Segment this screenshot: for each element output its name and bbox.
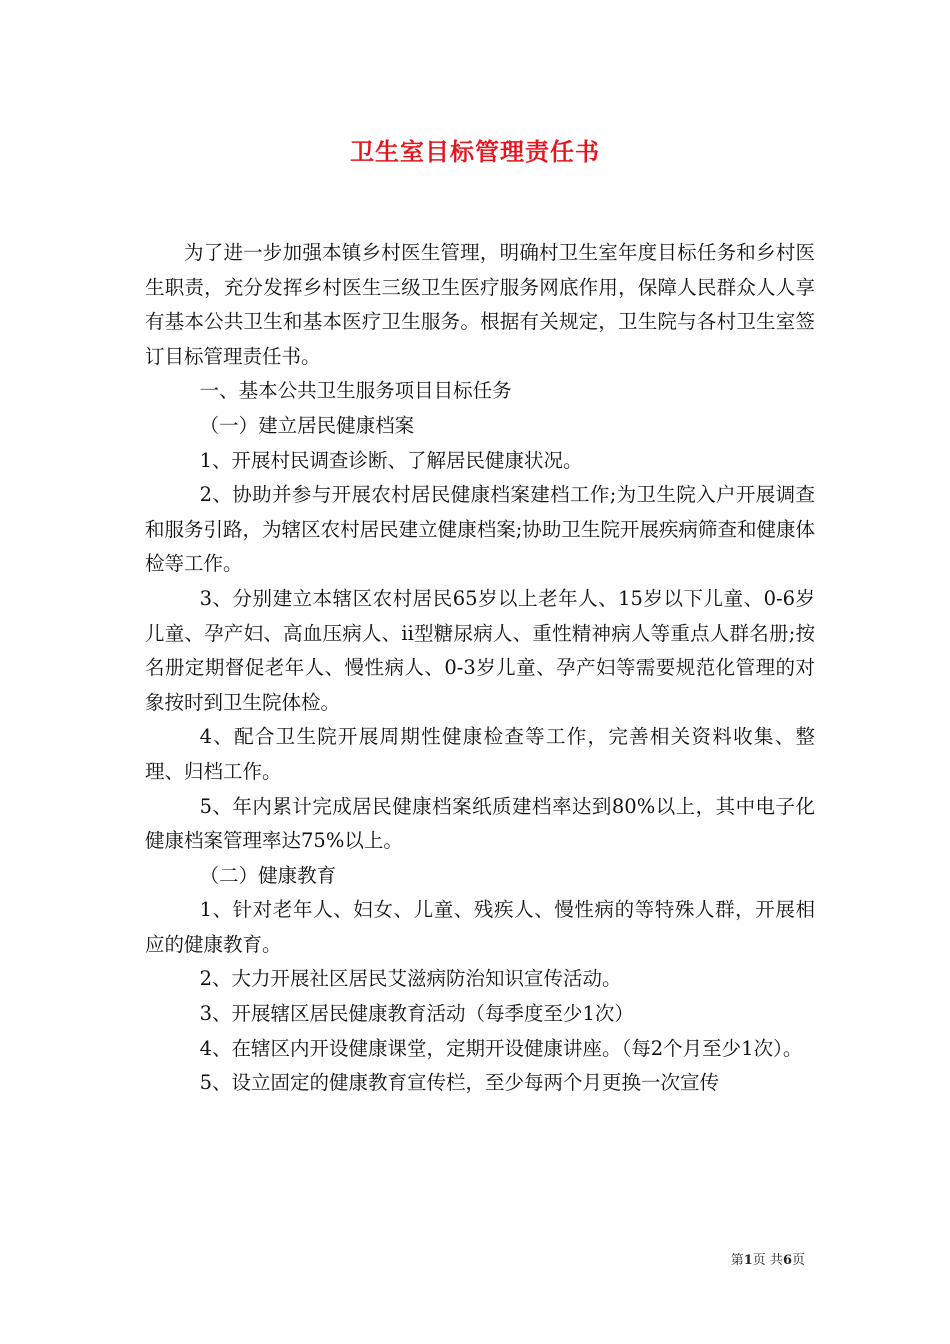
page-middle: 页 共 bbox=[752, 1253, 783, 1268]
list-item: 3、分别建立本辖区农村居民65岁以上老年人、15岁以下儿童、0-6岁儿童、孕产妇、高血压病人、ii型糖尿病人、重性精神病人等重点人群名册;按名册定期督促老年人、慢性病人、0-3岁儿童、孕产妇等需要规范化管理的对象按时到卫生院体检。 bbox=[145, 586, 815, 714]
total-pages: 6 bbox=[782, 1253, 792, 1268]
list-item: 5、设立固定的健康教育宣传栏，至少每两个月更换一次宣传 bbox=[199, 1071, 720, 1095]
intro-paragraph: 为了进一步加强本镇乡村医生管理，明确村卫生室年度目标任务和乡村医生职责，充分发挥乡村医生三级卫生医疗服务网底作用，保障人民群众人人享有基本公共卫生和基本医疗卫生服务。根据有关规定，卫生院与各村卫生室签订目标管理责任书。 bbox=[145, 241, 815, 368]
document-body bbox=[145, 236, 815, 1101]
list-item: 4、在辖区内开设健康课堂，定期开设健康讲座。（每2个月至少1次）。 bbox=[199, 1036, 803, 1060]
list-item: 2、协助并参与开展农村居民健康档案建档工作;为卫生院入户开展调查和服务引路，为辖区农村居民建立健康档案;协助卫生院开展疾病筛查和健康体检等工作。 bbox=[145, 483, 815, 576]
subsection-heading: （一）建立居民健康档案 bbox=[199, 413, 415, 437]
current-page: 1 bbox=[743, 1253, 753, 1268]
page-number bbox=[731, 1249, 805, 1268]
subsection-heading: （二）健康教育 bbox=[199, 863, 337, 887]
list-item: 2、大力开展社区居民艾滋病防治知识宣传活动。 bbox=[199, 967, 622, 991]
page-prefix: 第 bbox=[730, 1253, 744, 1268]
list-item: 1、针对老年人、妇女、儿童、残疾人、慢性病的等特殊人群，开展相应的健康教育。 bbox=[145, 898, 815, 956]
document-title: 卫生室目标管理责任书 bbox=[350, 137, 600, 166]
list-item: 5、年内累计完成居民健康档案纸质建档率达到80%以上，其中电子化健康档案管理率达75%以上。 bbox=[145, 794, 815, 853]
list-item: 3、开展辖区居民健康教育活动（每季度至少1次） bbox=[199, 1002, 634, 1026]
page-suffix: 页 bbox=[791, 1253, 805, 1268]
list-item: 4、配合卫生院开展周期性健康检查等工作，完善相关资料收集、整理、归档工作。 bbox=[145, 725, 815, 783]
section-heading: 一、基本公共卫生服务项目目标任务 bbox=[199, 379, 512, 403]
list-item: 1、开展村民调查诊断、了解居民健康状况。 bbox=[199, 448, 583, 472]
